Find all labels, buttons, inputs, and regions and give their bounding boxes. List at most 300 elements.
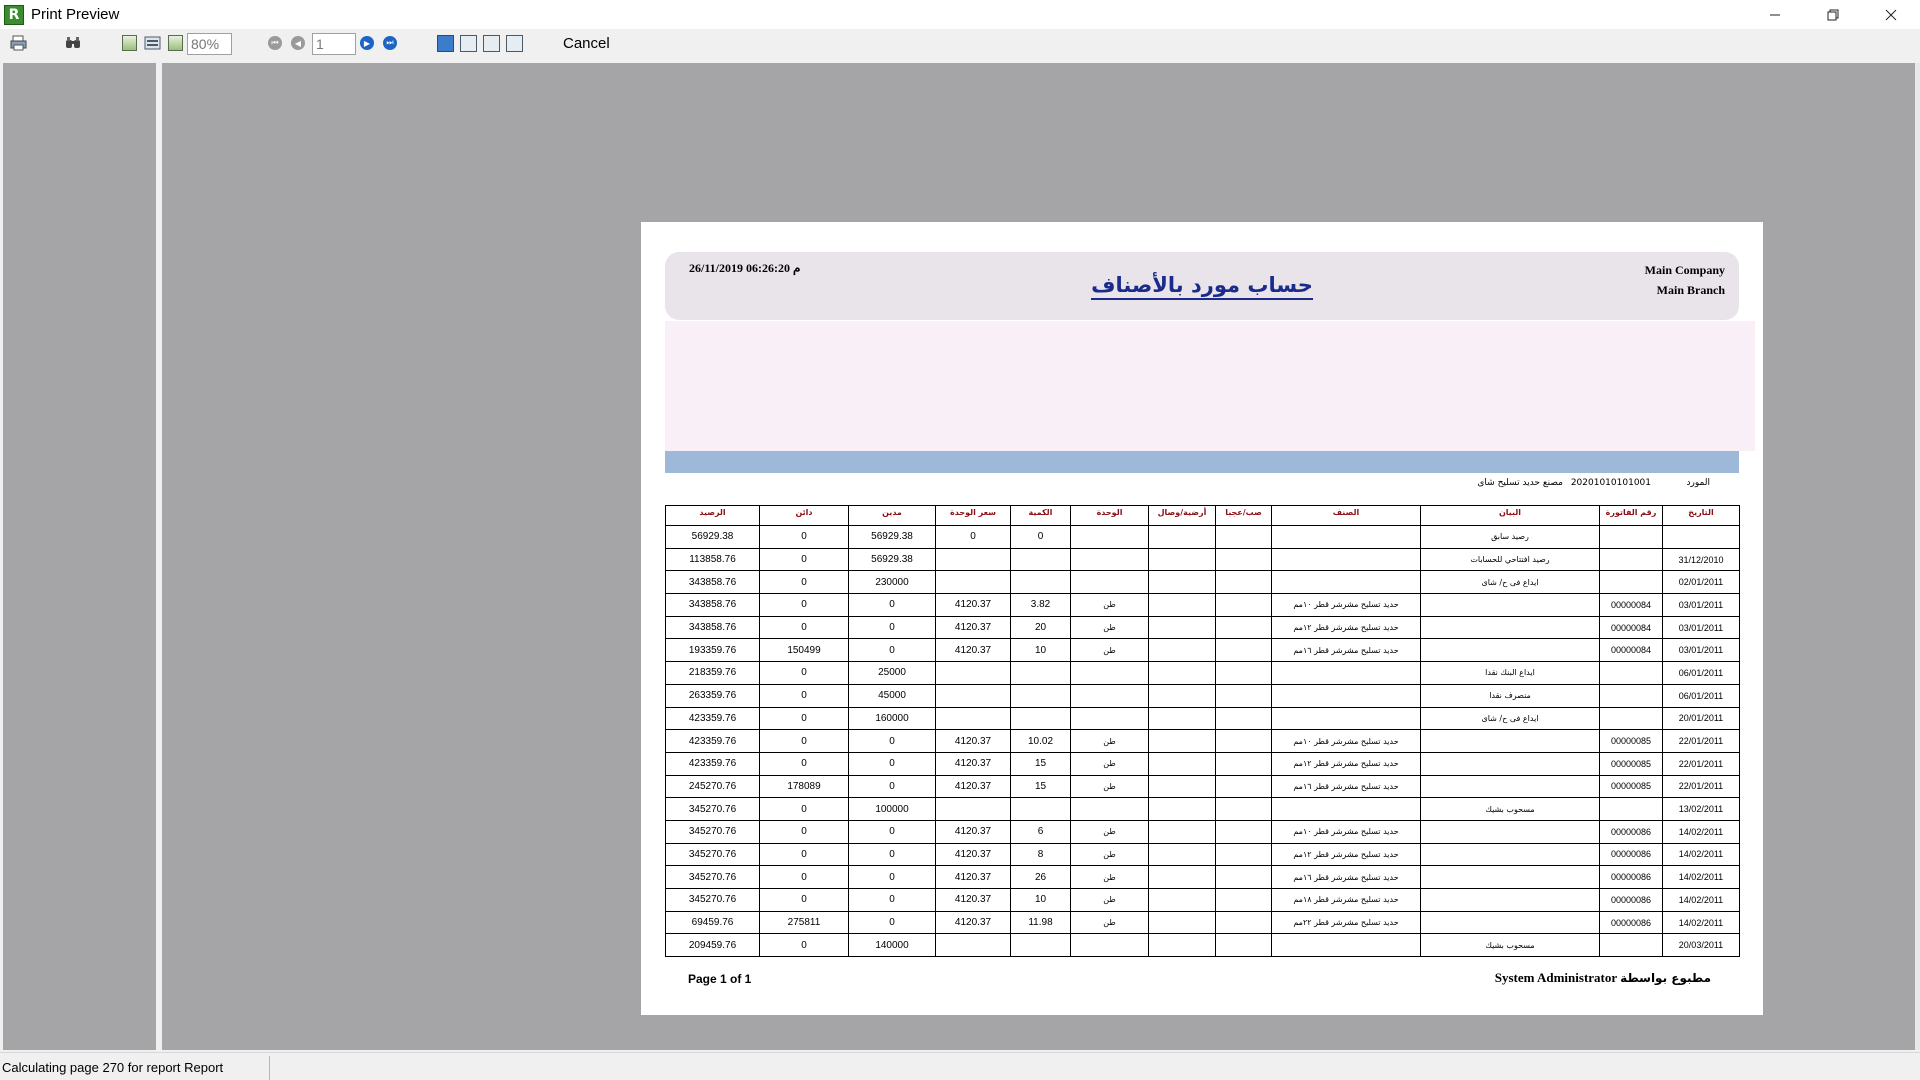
description-cell [1421, 775, 1600, 798]
unit-cell [1071, 662, 1149, 685]
two-pages-view-icon [460, 35, 477, 52]
item-cell: حديد تسليح مشرشر قطر ١٦مم [1272, 639, 1421, 662]
supplier-name: مصنع حديد تسليح شاى [1477, 478, 1563, 488]
title-bar [0, 0, 1920, 29]
multi-pages-view-button[interactable] [505, 34, 523, 52]
item-cell [1272, 684, 1421, 707]
print-button[interactable] [9, 34, 27, 52]
debit-cell: 45000 [849, 684, 936, 707]
quantity-cell: 11.98 [1011, 911, 1071, 934]
unit-price-cell [936, 571, 1011, 594]
credit-cell: 0 [760, 820, 849, 843]
next-page-button[interactable] [358, 34, 376, 52]
pour-cell [1216, 707, 1272, 730]
unit-price-cell [936, 707, 1011, 730]
window-title: Print Preview [31, 6, 120, 23]
two-pages-view-button[interactable] [459, 34, 477, 52]
description-cell: مسحوب بشيك [1421, 798, 1600, 821]
debit-cell: 0 [849, 616, 936, 639]
quantity-cell [1011, 707, 1071, 730]
credit-cell: 0 [760, 934, 849, 957]
unit-cell [1071, 548, 1149, 571]
quantity-cell: 10 [1011, 889, 1071, 912]
description-cell [1421, 594, 1600, 617]
item-cell: حديد تسليح مشرشر قطر ١٢مم [1272, 843, 1421, 866]
supplier-code: 20201010101001 [1570, 478, 1651, 488]
invoice-cell [1600, 798, 1663, 821]
balance-cell: 245270.76 [666, 775, 760, 798]
minimize-icon [1769, 9, 1781, 21]
unit-price-cell: 4120.37 [936, 594, 1011, 617]
app-icon: R [4, 5, 24, 25]
credit-cell: 0 [760, 798, 849, 821]
table-row [666, 752, 1740, 775]
column-header: صب/عجبا [1216, 506, 1272, 526]
unit-cell: طن [1071, 866, 1149, 889]
item-cell [1272, 662, 1421, 685]
description-cell: مسحوب بشيك [1421, 934, 1600, 957]
multi-pages-view-icon [506, 35, 523, 52]
invoice-cell: 00000086 [1600, 866, 1663, 889]
invoice-cell [1600, 571, 1663, 594]
unit-price-cell: 4120.37 [936, 866, 1011, 889]
credit-cell: 0 [760, 616, 849, 639]
column-header: الكمية [1011, 506, 1071, 526]
balance-cell: 423359.76 [666, 707, 760, 730]
date-cell: 14/02/2011 [1663, 889, 1740, 912]
quantity-cell [1011, 571, 1071, 594]
unit-cell [1071, 934, 1149, 957]
thumbnail-pane[interactable] [3, 63, 156, 1050]
cancel-button[interactable]: Cancel [563, 35, 610, 52]
unit-cell: طن [1071, 639, 1149, 662]
invoice-cell: 00000084 [1600, 616, 1663, 639]
unit-price-cell: 4120.37 [936, 911, 1011, 934]
credit-cell: 0 [760, 662, 849, 685]
floor-cell [1149, 526, 1216, 549]
column-header: مدين [849, 506, 936, 526]
debit-cell: 0 [849, 730, 936, 753]
description-cell: ايداع البنك نقدا [1421, 662, 1600, 685]
column-header: دائن [760, 506, 849, 526]
find-icon [65, 36, 81, 50]
pour-cell [1216, 526, 1272, 549]
date-cell: 03/01/2011 [1663, 639, 1740, 662]
balance-cell: 113858.76 [666, 548, 760, 571]
debit-cell: 25000 [849, 662, 936, 685]
debit-cell: 0 [849, 775, 936, 798]
floor-cell [1149, 798, 1216, 821]
date-cell: 22/01/2011 [1663, 730, 1740, 753]
item-cell: حديد تسليح مشرشر قطر ١٢مم [1272, 752, 1421, 775]
credit-cell: 0 [760, 843, 849, 866]
pour-cell [1216, 866, 1272, 889]
restore-button[interactable] [1804, 0, 1862, 29]
date-cell: 06/01/2011 [1663, 662, 1740, 685]
unit-price-cell: 4120.37 [936, 820, 1011, 843]
quantity-cell: 15 [1011, 775, 1071, 798]
quantity-cell: 3.82 [1011, 594, 1071, 617]
close-button[interactable] [1862, 0, 1920, 29]
unit-price-cell: 4120.37 [936, 843, 1011, 866]
balance-cell: 343858.76 [666, 594, 760, 617]
debit-cell: 230000 [849, 571, 936, 594]
date-cell: 13/02/2011 [1663, 798, 1740, 821]
quantity-cell [1011, 548, 1071, 571]
previous-page-button[interactable] [289, 34, 307, 52]
credit-cell: 0 [760, 594, 849, 617]
date-cell: 03/01/2011 [1663, 616, 1740, 639]
floor-cell [1149, 639, 1216, 662]
next-page-icon: ▶ [360, 36, 374, 50]
debit-cell: 0 [849, 752, 936, 775]
close-icon [1885, 9, 1897, 21]
print-icon [10, 35, 27, 51]
debit-cell: 100000 [849, 798, 936, 821]
status-bar [0, 1052, 1920, 1080]
debit-cell: 0 [849, 911, 936, 934]
floor-cell [1149, 571, 1216, 594]
quantity-cell [1011, 684, 1071, 707]
item-cell: حديد تسليح مشرشر قطر ٢٢مم [1272, 911, 1421, 934]
pour-cell [1216, 730, 1272, 753]
table-row [666, 548, 1740, 571]
preview-area[interactable] [162, 63, 1915, 1050]
pour-cell [1216, 662, 1272, 685]
column-header: التاريخ [1663, 506, 1740, 526]
invoice-cell [1600, 707, 1663, 730]
first-page-button[interactable] [266, 34, 284, 52]
printed-by-label: مطبوع بواسطة [1620, 971, 1711, 985]
date-cell: 02/01/2011 [1663, 571, 1740, 594]
export-icon [144, 35, 161, 51]
company-name: Main Company [1644, 263, 1725, 277]
pour-cell [1216, 889, 1272, 912]
date-cell: 14/02/2011 [1663, 843, 1740, 866]
floor-cell [1149, 662, 1216, 685]
unit-cell: طن [1071, 752, 1149, 775]
balance-cell: 69459.76 [666, 911, 760, 934]
invoice-cell [1600, 662, 1663, 685]
balance-cell: 263359.76 [666, 684, 760, 707]
credit-cell: 0 [760, 707, 849, 730]
unit-price-cell: 4120.37 [936, 639, 1011, 662]
table-row [666, 526, 1740, 549]
debit-cell: 0 [849, 866, 936, 889]
date-cell: 20/03/2011 [1663, 934, 1740, 957]
invoice-cell: 00000086 [1600, 889, 1663, 912]
column-header: الرصيد [666, 506, 760, 526]
report-band [665, 451, 1739, 473]
page-setup-button[interactable] [120, 34, 138, 52]
unit-cell [1071, 798, 1149, 821]
table-row [666, 798, 1740, 821]
date-cell: 06/01/2011 [1663, 684, 1740, 707]
column-header: البيان [1421, 506, 1600, 526]
floor-cell [1149, 889, 1216, 912]
floor-cell [1149, 707, 1216, 730]
unit-cell [1071, 526, 1149, 549]
restore-icon [1827, 9, 1839, 21]
pour-cell [1216, 639, 1272, 662]
unit-price-cell: 4120.37 [936, 775, 1011, 798]
invoice-cell: 00000086 [1600, 843, 1663, 866]
description-cell [1421, 866, 1600, 889]
quantity-cell: 20 [1011, 616, 1071, 639]
pour-cell [1216, 752, 1272, 775]
balance-cell: 423359.76 [666, 752, 760, 775]
quantity-cell [1011, 662, 1071, 685]
debit-cell: 56929.38 [849, 548, 936, 571]
table-row [666, 684, 1740, 707]
balance-cell: 343858.76 [666, 616, 760, 639]
table-row [666, 934, 1740, 957]
item-cell [1272, 934, 1421, 957]
table-row [666, 730, 1740, 753]
invoice-cell: 00000084 [1600, 639, 1663, 662]
unit-price-cell: 4120.37 [936, 730, 1011, 753]
branch-name: Main Branch [1656, 283, 1725, 297]
unit-price-cell [936, 798, 1011, 821]
floor-cell [1149, 594, 1216, 617]
balance-cell: 345270.76 [666, 866, 760, 889]
table-row [666, 889, 1740, 912]
description-cell: منصرف نقدا [1421, 684, 1600, 707]
debit-cell: 0 [849, 889, 936, 912]
item-cell: حديد تسليح مشرشر قطر ١٨مم [1272, 889, 1421, 912]
balance-cell: 345270.76 [666, 820, 760, 843]
invoice-cell: 00000085 [1600, 752, 1663, 775]
invoice-cell: 00000084 [1600, 594, 1663, 617]
unit-cell: طن [1071, 616, 1149, 639]
date-cell: 03/01/2011 [1663, 594, 1740, 617]
unit-cell [1071, 707, 1149, 730]
item-cell [1272, 707, 1421, 730]
table-row [666, 866, 1740, 889]
vertical-scrollbar[interactable] [1915, 63, 1920, 1050]
floor-cell [1149, 548, 1216, 571]
debit-cell: 0 [849, 639, 936, 662]
balance-cell: 209459.76 [666, 934, 760, 957]
item-cell: حديد تسليح مشرشر قطر ١٠مم [1272, 730, 1421, 753]
floor-cell [1149, 775, 1216, 798]
floor-cell [1149, 752, 1216, 775]
item-cell [1272, 798, 1421, 821]
first-page-icon: ⏮ [268, 36, 282, 50]
table-row [666, 662, 1740, 685]
description-cell [1421, 889, 1600, 912]
date-cell: 14/02/2011 [1663, 911, 1740, 934]
unit-price-cell: 4120.37 [936, 889, 1011, 912]
credit-cell: 275811 [760, 911, 849, 934]
pour-cell [1216, 934, 1272, 957]
balance-cell: 345270.76 [666, 798, 760, 821]
item-cell: حديد تسليح مشرشر قطر ١٠مم [1272, 820, 1421, 843]
balance-cell: 345270.76 [666, 889, 760, 912]
date-cell: 20/01/2011 [1663, 707, 1740, 730]
column-header: الصنف [1272, 506, 1421, 526]
unit-cell [1071, 571, 1149, 594]
credit-cell: 0 [760, 866, 849, 889]
description-cell: ايداع فى ح/ شاى [1421, 707, 1600, 730]
unit-cell: طن [1071, 843, 1149, 866]
supplier-label: المورد [1686, 478, 1710, 488]
credit-cell: 0 [760, 571, 849, 594]
date-cell: 22/01/2011 [1663, 752, 1740, 775]
item-cell: حديد تسليح مشرشر قطر ١٢مم [1272, 616, 1421, 639]
table-row [666, 820, 1740, 843]
unit-cell: طن [1071, 775, 1149, 798]
balance-cell: 56929.38 [666, 526, 760, 549]
invoice-cell: 00000085 [1600, 730, 1663, 753]
page-setup-icon [122, 35, 137, 51]
balance-cell: 423359.76 [666, 730, 760, 753]
unit-cell: طن [1071, 730, 1149, 753]
report-title [641, 273, 1763, 297]
table-body [666, 506, 1740, 957]
unit-price-cell: 0 [936, 526, 1011, 549]
report-page [641, 222, 1763, 1015]
description-cell [1421, 616, 1600, 639]
invoice-cell [1600, 934, 1663, 957]
thumbnails-button[interactable] [166, 34, 184, 52]
balance-cell: 345270.76 [666, 843, 760, 866]
window-controls [1746, 0, 1920, 29]
debit-cell: 56929.38 [849, 526, 936, 549]
item-cell: حديد تسليح مشرشر قطر ١٦مم [1272, 775, 1421, 798]
table-row [666, 594, 1740, 617]
quantity-cell: 26 [1011, 866, 1071, 889]
unit-price-cell [936, 684, 1011, 707]
debit-cell: 0 [849, 594, 936, 617]
column-header: رقم الفاتورة [1600, 506, 1663, 526]
quantity-cell: 8 [1011, 843, 1071, 866]
item-cell: حديد تسليح مشرشر قطر ١٠مم [1272, 594, 1421, 617]
credit-cell: 0 [760, 548, 849, 571]
zoom-input[interactable]: 80% [187, 33, 232, 55]
unit-price-cell: 4120.37 [936, 616, 1011, 639]
preview-toolbar [0, 29, 1920, 60]
quantity-cell: 0 [1011, 526, 1071, 549]
pour-cell [1216, 775, 1272, 798]
credit-cell: 0 [760, 752, 849, 775]
table-row [666, 775, 1740, 798]
last-page-button[interactable] [381, 34, 399, 52]
balance-cell: 193359.76 [666, 639, 760, 662]
quantity-cell: 15 [1011, 752, 1071, 775]
column-header: سعر الوحدة [936, 506, 1011, 526]
description-cell: رصيد افتتاحي للحسابات [1421, 548, 1600, 571]
invoice-cell [1600, 548, 1663, 571]
unit-cell: طن [1071, 911, 1149, 934]
pour-cell [1216, 820, 1272, 843]
quantity-cell [1011, 798, 1071, 821]
report-title-text: حساب مورد بالأصناف [1091, 273, 1313, 300]
debit-cell: 0 [849, 820, 936, 843]
minimize-button[interactable] [1746, 0, 1804, 29]
invoice-cell [1600, 526, 1663, 549]
description-cell [1421, 911, 1600, 934]
unit-price-cell [936, 548, 1011, 571]
description-cell [1421, 730, 1600, 753]
balance-cell: 343858.76 [666, 571, 760, 594]
quantity-cell: 10.02 [1011, 730, 1071, 753]
pour-cell [1216, 616, 1272, 639]
description-cell [1421, 843, 1600, 866]
single-page-view-button[interactable] [436, 34, 454, 52]
supplier-items-table [665, 505, 1740, 957]
floor-cell [1149, 866, 1216, 889]
date-cell: 14/02/2011 [1663, 866, 1740, 889]
floor-cell [1149, 934, 1216, 957]
printed-by-user: System Administrator [1494, 970, 1617, 985]
unit-price-cell [936, 934, 1011, 957]
date-cell: 14/02/2011 [1663, 820, 1740, 843]
table-row [666, 616, 1740, 639]
date-cell [1663, 526, 1740, 549]
invoice-cell [1600, 684, 1663, 707]
previous-page-icon: ◀ [291, 36, 305, 50]
column-header: الوحدة [1071, 506, 1149, 526]
pour-cell [1216, 798, 1272, 821]
debit-cell: 0 [849, 843, 936, 866]
credit-cell: 0 [760, 684, 849, 707]
column-header: أرضية/وصال [1149, 506, 1216, 526]
thumbnails-icon [168, 35, 183, 51]
single-page-view-icon [437, 35, 454, 52]
pour-cell [1216, 684, 1272, 707]
find-button[interactable] [64, 34, 82, 52]
credit-cell: 150499 [760, 639, 849, 662]
floor-cell [1149, 730, 1216, 753]
credit-cell: 0 [760, 526, 849, 549]
unit-cell [1071, 684, 1149, 707]
export-button[interactable] [143, 34, 161, 52]
quantity-cell: 10 [1011, 639, 1071, 662]
invoice-cell: 00000085 [1600, 775, 1663, 798]
four-pages-view-button[interactable] [482, 34, 500, 52]
page-number-input[interactable]: 1 [312, 33, 356, 55]
last-page-icon: ⏭ [383, 36, 397, 50]
report-filter-area [665, 321, 1755, 451]
floor-cell [1149, 684, 1216, 707]
debit-cell: 160000 [849, 707, 936, 730]
page-number: Page 1 of 1 [688, 972, 752, 986]
quantity-cell: 6 [1011, 820, 1071, 843]
description-cell: رصيد سابق [1421, 526, 1600, 549]
floor-cell [1149, 911, 1216, 934]
status-text: Calculating page 270 for report Report [2, 1060, 224, 1075]
unit-cell: طن [1071, 820, 1149, 843]
invoice-cell: 00000086 [1600, 820, 1663, 843]
table-row [666, 639, 1740, 662]
item-cell [1272, 526, 1421, 549]
pour-cell [1216, 548, 1272, 571]
credit-cell: 0 [760, 730, 849, 753]
pour-cell [1216, 843, 1272, 866]
unit-cell: طن [1071, 594, 1149, 617]
pour-cell [1216, 911, 1272, 934]
unit-price-cell [936, 662, 1011, 685]
quantity-cell [1011, 934, 1071, 957]
date-cell: 22/01/2011 [1663, 775, 1740, 798]
floor-cell [1149, 820, 1216, 843]
description-cell [1421, 639, 1600, 662]
description-cell [1421, 752, 1600, 775]
status-separator [269, 1056, 270, 1080]
item-cell [1272, 548, 1421, 571]
invoice-cell: 00000086 [1600, 911, 1663, 934]
